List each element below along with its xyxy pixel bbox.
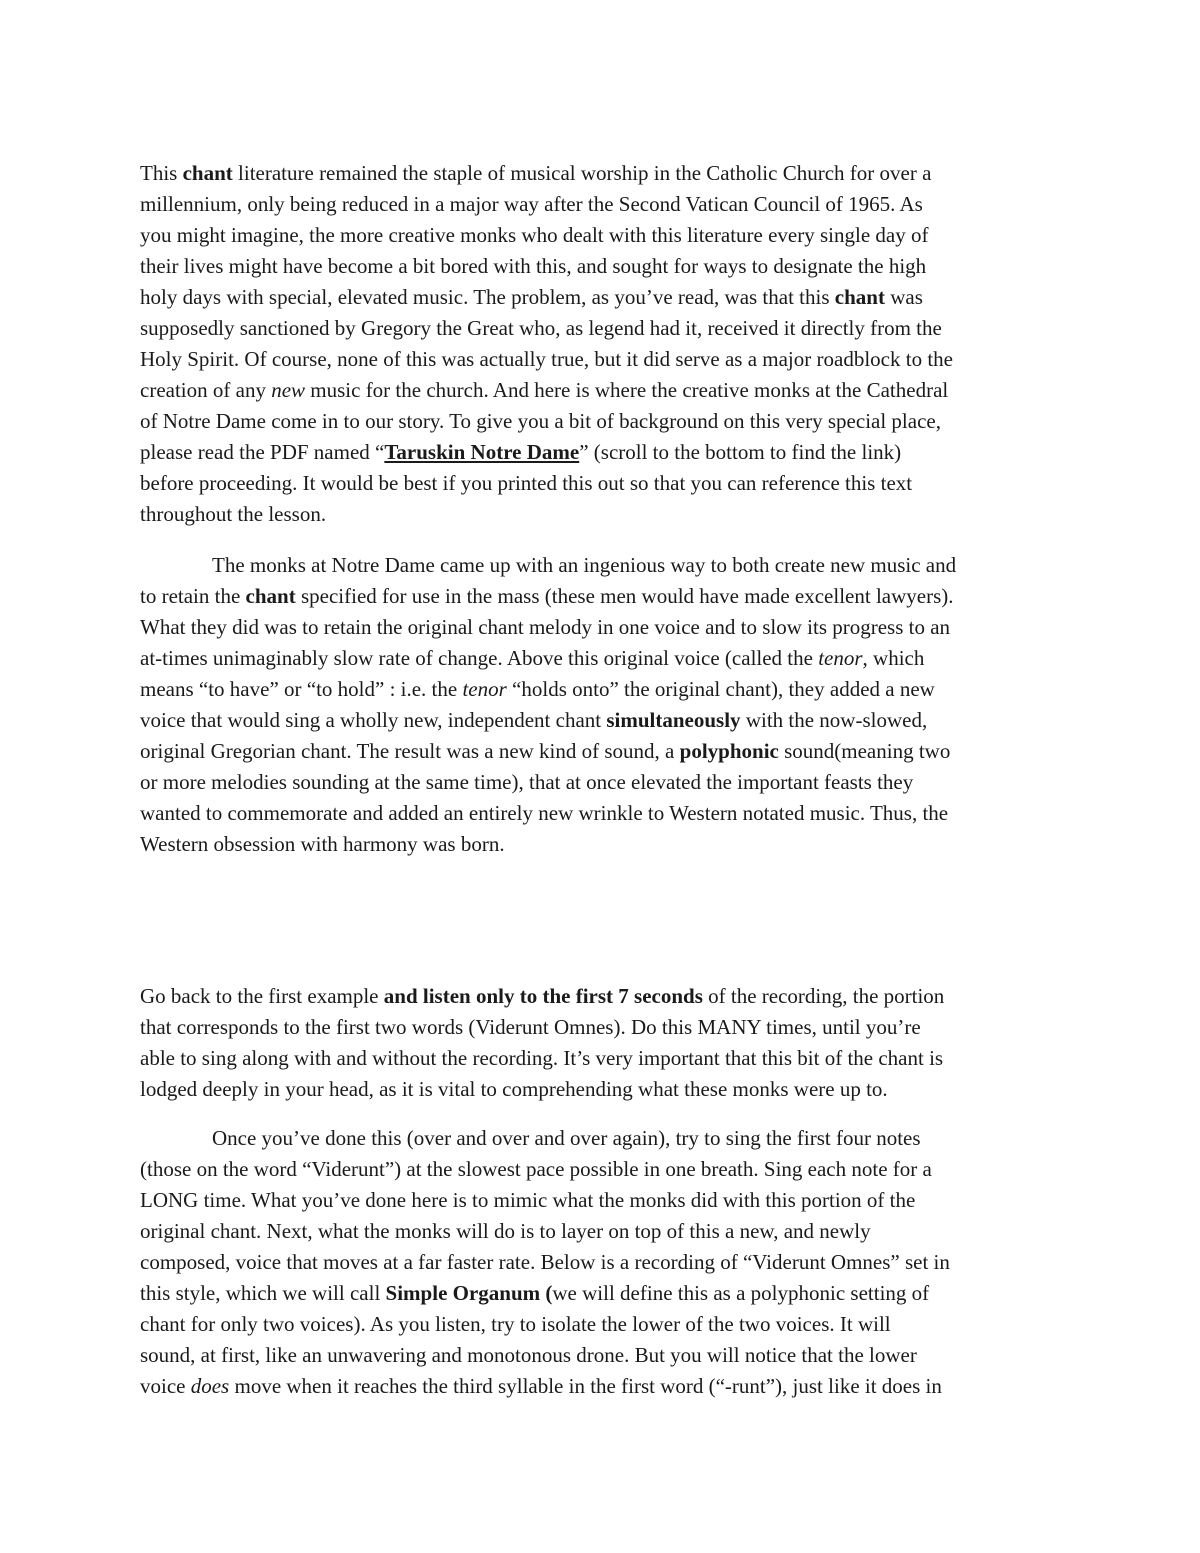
- text-run: voice that would sing a wholly new, independent chant: [140, 708, 607, 732]
- bold-term: chant: [182, 161, 233, 185]
- text-line: [140, 158, 1065, 189]
- text-line: [140, 674, 1065, 705]
- paragraph-listen-instructions: [140, 981, 1065, 1105]
- text-run: move when it reaches the third syllable in the first word (“-runt”), just like it does in: [229, 1374, 942, 1398]
- text-run: This: [140, 161, 183, 185]
- text-run: holy days with special, elevated music. The problem, as you’ve read, was that this: [140, 285, 835, 309]
- text-line: [140, 1074, 1065, 1105]
- text-run: or more melodies sounding at the same time), that at once elevated the important feasts they: [140, 770, 914, 794]
- paragraph-notre-dame-monks: [140, 550, 1065, 860]
- text-run: creation of any: [140, 378, 272, 402]
- bold-term: and listen only to the first 7 seconds: [383, 984, 703, 1008]
- text-line: [140, 344, 1065, 375]
- text-run: “holds onto” the original chant), they added a new: [506, 677, 935, 701]
- text-run: we will define this as a polyphonic setting of: [552, 1281, 930, 1305]
- text-run: able to sing along with and without the recording. It’s very important that this bit of the chant is: [140, 1046, 944, 1070]
- text-line: [140, 1043, 1065, 1074]
- text-run: What they did was to retain the original chant melody in one voice and to slow its progress to an: [140, 615, 951, 639]
- text-run: that corresponds to the first two words (Viderunt Omnes). Do this MANY times, until you’re: [140, 1015, 921, 1039]
- text-line: [140, 189, 1065, 220]
- text-line: [140, 1278, 1065, 1309]
- bold-term: chant: [834, 285, 885, 309]
- text-run: chant for only two voices). As you listen, try to isolate the lower of the two voices. It will: [140, 1312, 891, 1336]
- text-run: The monks at Notre Dame came up with an ingenious way to both create new music and: [212, 553, 957, 577]
- text-line: [140, 251, 1065, 282]
- text-line: [140, 1309, 1065, 1340]
- text-line: [140, 798, 1065, 829]
- bold-term: simultaneously: [606, 708, 741, 732]
- text-line: [140, 313, 1065, 344]
- text-line: [140, 1247, 1065, 1278]
- text-run: of the recording, the portion: [702, 984, 945, 1008]
- text-line: [140, 1371, 1065, 1402]
- italic-term: tenor: [818, 646, 863, 670]
- italic-term: tenor: [462, 677, 507, 701]
- text-run: original Gregorian chant. The result was a new kind of sound, a: [140, 739, 680, 763]
- pdf-link-taruskin-notre-dame[interactable]: Taruskin Notre Dame: [384, 440, 580, 464]
- text-line: [140, 612, 1065, 643]
- text-run: (those on the word “Viderunt”) at the slowest pace possible in one breath. Sing each note for a: [140, 1157, 932, 1181]
- text-run: sound, at first, like an unwavering and monotonous drone. But you will notice that the lower: [140, 1343, 917, 1367]
- text-run: Western obsession with harmony was born.: [140, 832, 505, 856]
- text-run: lodged deeply in your head, as it is vital to comprehending what these monks were up to.: [140, 1077, 888, 1101]
- text-run: wanted to commemorate and added an entirely new wrinkle to Western notated music. Thus, the: [140, 801, 949, 825]
- text-run: please read the PDF named “: [140, 440, 385, 464]
- text-run: voice: [140, 1374, 191, 1398]
- text-run: supposedly sanctioned by Gregory the Great who, as legend had it, received it directly from the: [140, 316, 942, 340]
- text-line: [140, 550, 1065, 581]
- text-run: , which: [862, 646, 925, 670]
- text-line: [140, 1340, 1065, 1371]
- italic-term: does: [190, 1374, 230, 1398]
- text-line: [140, 220, 1065, 251]
- text-line: [140, 499, 1065, 530]
- text-run: music for the church. And here is where the creative monks at the Cathedral: [305, 378, 949, 402]
- text-run: with the now-slowed,: [740, 708, 928, 732]
- text-run: their lives might have become a bit bored with this, and sought for ways to designate the high: [140, 254, 927, 278]
- text-line: [140, 282, 1065, 313]
- text-run: composed, voice that moves at a far faster rate. Below is a recording of “Viderunt Omnes” set in: [140, 1250, 950, 1274]
- text-line: [140, 581, 1065, 612]
- text-line: [140, 736, 1065, 767]
- bold-term: polyphonic: [679, 739, 779, 763]
- text-run: specified for use in the mass (these men would have made excellent lawyers).: [295, 584, 954, 608]
- text-run: Go back to the first example: [140, 984, 384, 1008]
- text-run: sound(meaning two: [778, 739, 951, 763]
- text-line: [140, 437, 1065, 468]
- text-run: LONG time. What you’ve done here is to mimic what the monks did with this portion of the: [140, 1188, 916, 1212]
- text-line: [140, 1216, 1065, 1247]
- italic-term: new: [271, 378, 306, 402]
- text-line: [140, 1012, 1065, 1043]
- paragraph-chant-literature: [140, 158, 1065, 530]
- text-line: [140, 981, 1065, 1012]
- text-line: [140, 767, 1065, 798]
- text-line: [140, 468, 1065, 499]
- text-run: Once you’ve done this (over and over and over again), try to sing the first four notes: [212, 1126, 921, 1150]
- text-run: was: [884, 285, 923, 309]
- bold-term: chant: [245, 584, 296, 608]
- text-line: [140, 705, 1065, 736]
- bold-term: Simple Organum (: [385, 1281, 553, 1305]
- text-line: [140, 1154, 1065, 1185]
- text-line: [140, 375, 1065, 406]
- text-run: this style, which we will call: [140, 1281, 386, 1305]
- text-line: [140, 1123, 1065, 1154]
- text-run: means “to have” or “to hold” : i.e. the: [140, 677, 463, 701]
- text-line: [140, 643, 1065, 674]
- text-line: [140, 1185, 1065, 1216]
- text-run: of Notre Dame come in to our story. To give you a bit of background on this very special place,: [140, 409, 941, 433]
- text-line: [140, 829, 1065, 860]
- text-run: throughout the lesson.: [140, 502, 327, 526]
- text-line: [140, 406, 1065, 437]
- text-run: to retain the: [140, 584, 246, 608]
- text-run: original chant. Next, what the monks will do is to layer on top of this a new, and newly: [140, 1219, 871, 1243]
- paragraph-simple-organum: [140, 1123, 1065, 1402]
- text-run: at-times unimaginably slow rate of change. Above this original voice (called the: [140, 646, 819, 670]
- text-run: literature remained the staple of musical worship in the Catholic Church for over a: [232, 161, 932, 185]
- text-run: before proceeding. It would be best if you printed this out so that you can reference this text: [140, 471, 913, 495]
- text-run: you might imagine, the more creative monks who dealt with this literature every single day of: [140, 223, 929, 247]
- text-run: Holy Spirit. Of course, none of this was actually true, but it did serve as a major roadblock to the: [140, 347, 953, 371]
- text-run: ” (scroll to the bottom to find the link): [579, 440, 902, 464]
- text-run: millennium, only being reduced in a major way after the Second Vatican Council of 1965. As: [140, 192, 923, 216]
